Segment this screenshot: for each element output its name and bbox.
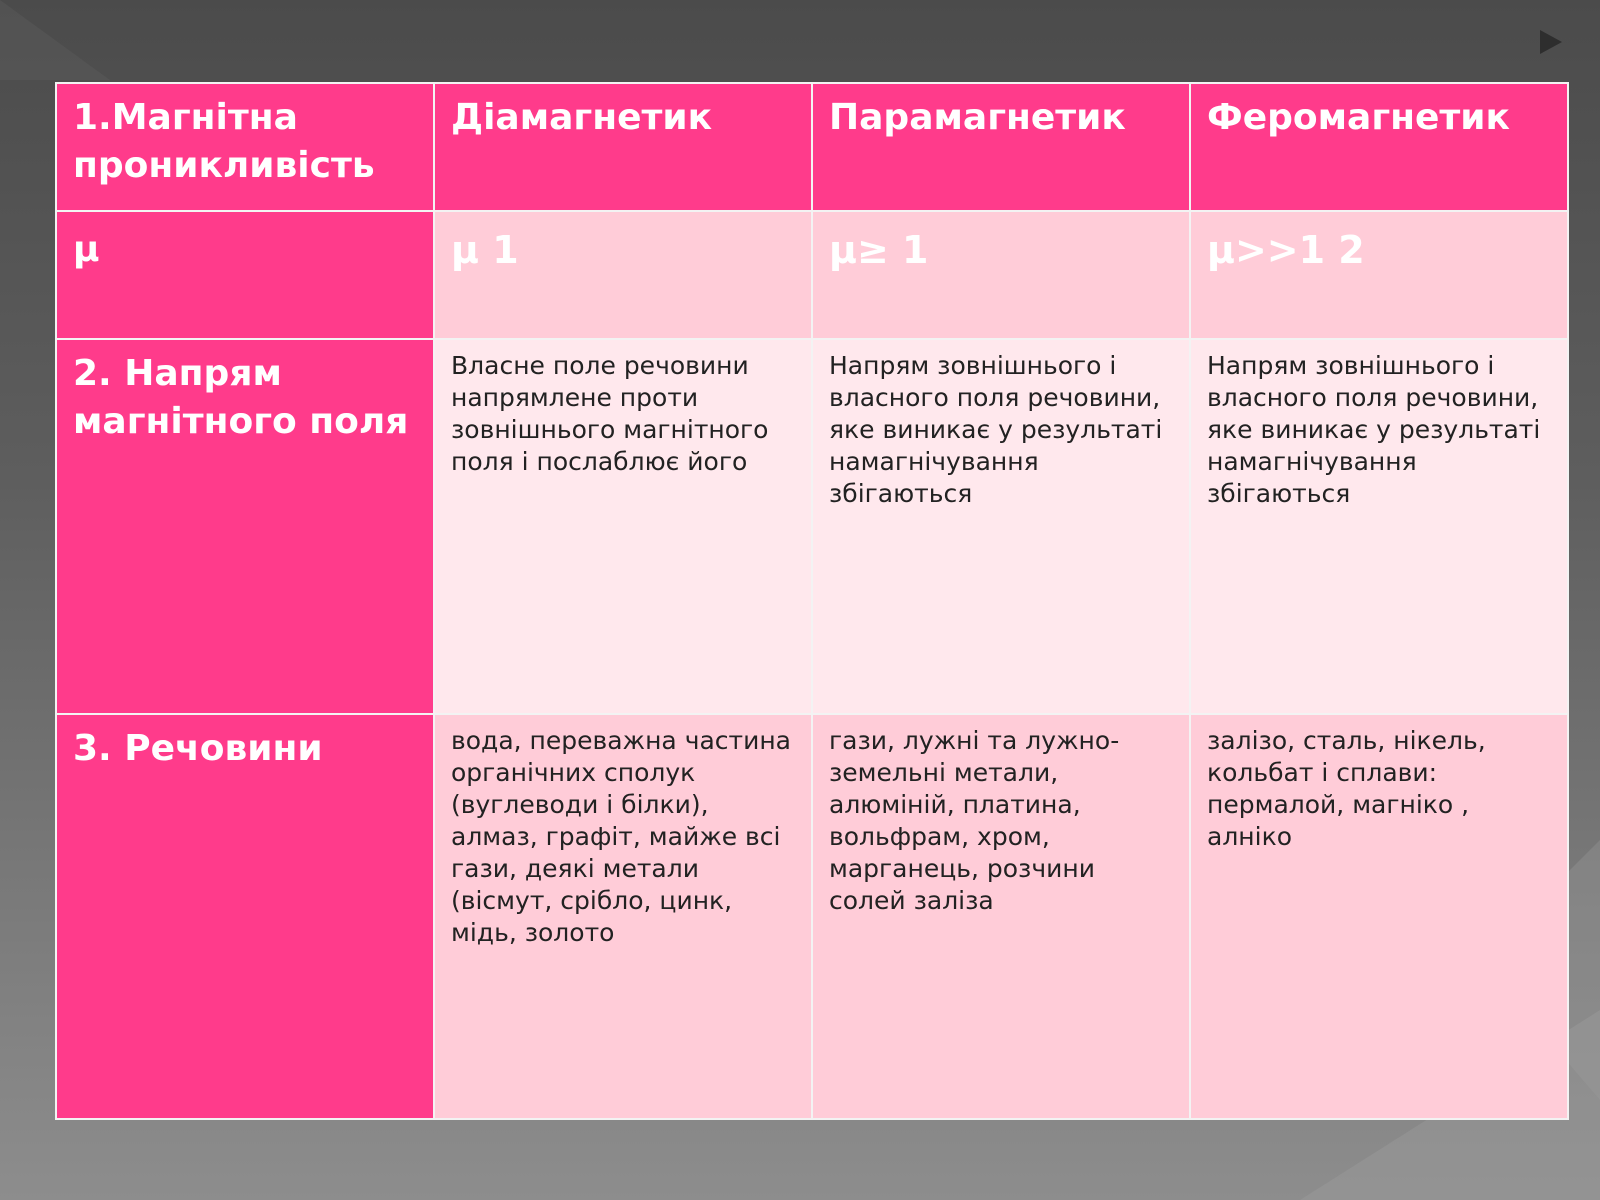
substances-ferromagnetic: залізо, сталь, нікель, кольбат і сплави: пермалой, магніко , алніко <box>1190 714 1568 1119</box>
row-label-field-direction: 2. Напрям магнітного поля <box>56 339 434 714</box>
table-row <box>56 211 1568 339</box>
substances-paramagnetic: гази, лужні та лужно-земельні метали, алюміній, платина, вольфрам, хром, марганець, розчини солей заліза <box>812 714 1190 1119</box>
corner-arrow-icon <box>1540 30 1562 54</box>
header-paramagnetic: Парамагнетик <box>812 83 1190 211</box>
substances-diamagnetic: вода, переважна частина органічних сполук (вуглеводи і білки), алмаз, графіт, майже всі гази, деякі метали (вісмут, срібло, цинк, мідь, золото <box>434 714 812 1119</box>
row-label-text: μ <box>73 229 100 270</box>
table-row <box>56 714 1568 1119</box>
field-direction-paramagnetic: Напрям зовнішнього і власного поля речовини, яке виникає у результаті намагнічування збігаються <box>812 339 1190 714</box>
table-row <box>56 339 1568 714</box>
header-diamagnetic: Діамагнетик <box>434 83 812 211</box>
row-label-substances: 3. Речовини <box>56 714 434 1119</box>
cell-text: μ≥ 1 <box>829 228 929 272</box>
row-label-mu <box>56 211 434 339</box>
mu-ferromagnetic <box>1190 211 1568 339</box>
field-direction-diamagnetic: Власне поле речовини напрямлене проти зовнішнього магнітного поля і послаблює його <box>434 339 812 714</box>
mu-diamagnetic <box>434 211 812 339</box>
cell-text: μ 1 <box>451 228 519 272</box>
cell-text: μ>>1 2 <box>1207 228 1365 272</box>
magnetic-properties-table <box>55 82 1569 1120</box>
table-header-row <box>56 83 1568 211</box>
header-corner-cell: 1.Магнітна проникливість <box>56 83 434 211</box>
field-direction-ferromagnetic: Напрям зовнішнього і власного поля речовини, яке виникає у результаті намагнічування збігаються <box>1190 339 1568 714</box>
header-ferromagnetic: Феромагнетик <box>1190 83 1568 211</box>
mu-paramagnetic <box>812 211 1190 339</box>
